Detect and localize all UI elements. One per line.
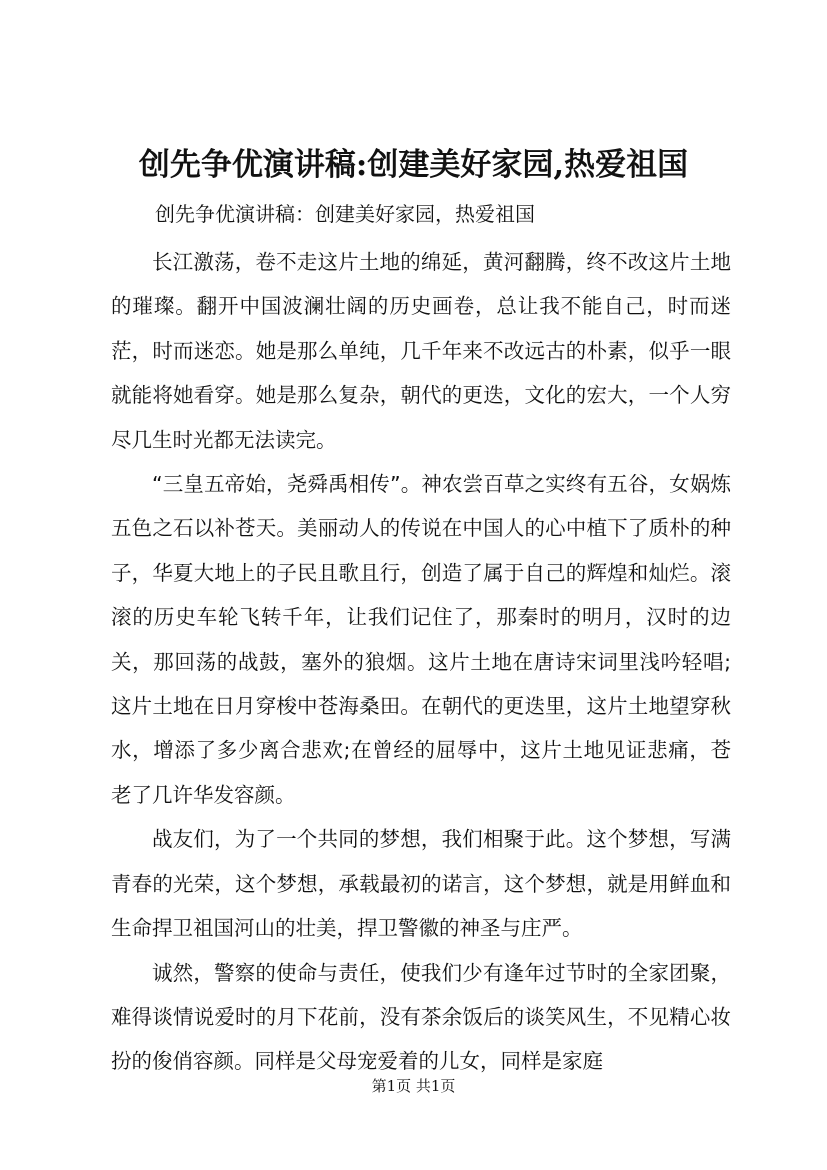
paragraph-4: 诚然，警察的使命与责任，使我们少有逢年过节时的全家团聚，难得谈情说爱时的月下花前，没有茶余饭后的谈笑风生，不见精心妆扮的俊俏容颜。同样是父母宠爱着的儿女，同样是家庭 bbox=[111, 960, 731, 1074]
document-body bbox=[111, 240, 731, 1084]
document-title: 创先争优演讲稿:创建美好家园,热爱祖国 bbox=[138, 147, 689, 183]
document-subtitle: 创先争优演讲稿：创建美好家园，热爱祖国 bbox=[155, 202, 535, 226]
paragraph-1: 长江激荡，卷不走这片土地的绵延，黄河翻腾，终不改这片土地的璀璨。翻开中国波澜壮阔的历史画卷，总让我不能自己，时而迷茫，时而迷恋。她是那么单纯，几千年来不改远古的朴素，似乎一眼就能将她看穿。她是那么复杂，朝代的更迭，文化的宏大，一个人穷尽几生时光都无法读完。 bbox=[111, 250, 731, 452]
page-footer: 第1页 共1页 bbox=[371, 1077, 456, 1095]
paragraph-3: 战友们，为了一个共同的梦想，我们相聚于此。这个梦想，写满青春的光荣，这个梦想，承载最初的诺言，这个梦想，就是用鲜血和生命捍卫祖国河山的壮美，捍卫警徽的神圣与庄严。 bbox=[111, 827, 731, 941]
paragraph-2: “三皇五帝始，尧舜禹相传”。神农尝百草之实终有五谷，女娲炼五色之石以补苍天。美丽动人的传说在中国人的心中植下了质朴的种子，华夏大地上的子民且歌且行，创造了属于自己的辉煌和灿烂。滚滚的历史车轮飞转千年，让我们记住了，那秦时的明月，汉时的边关，那回荡的战鼓，塞外的狼烟。这片土地在唐诗宋词里浅吟轻唱;这片土地在日月穿梭中苍海桑田。在朝代的更迭里，这片土地望穿秋水，增添了多少离合悲欢;在曾经的屈辱中，这片土地见证悲痛，苍老了几许华发容颜。 bbox=[111, 472, 731, 807]
